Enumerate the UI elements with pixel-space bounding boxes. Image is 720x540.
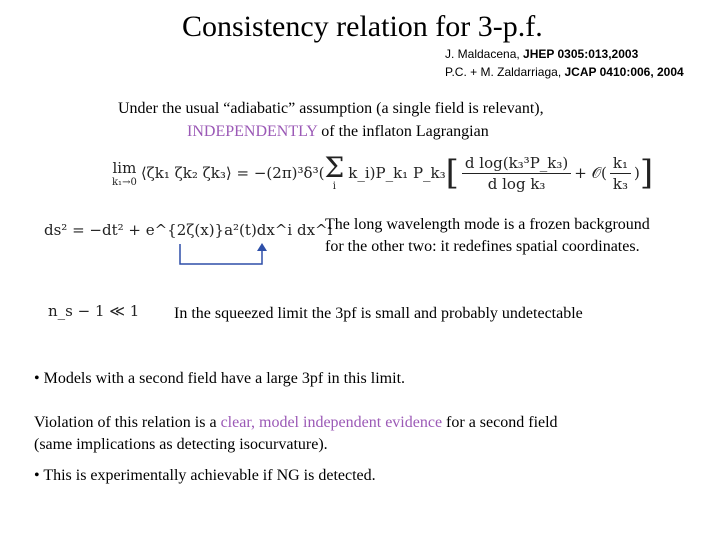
- frozen-note-line-1: The long wavelength mode is a frozen background: [325, 216, 650, 233]
- intro-emphasis: INDEPENDENTLY: [187, 123, 318, 140]
- slide-title: Consistency relation for 3-p.f.: [182, 10, 543, 43]
- order-close: ): [634, 164, 640, 182]
- violation-before: Violation of this relation is a: [34, 414, 221, 431]
- sum-tail: k_i)P_k₁ P_k₃: [348, 164, 446, 182]
- consistency-equation: [112, 148, 653, 198]
- right-bracket: ]: [639, 153, 654, 193]
- order-denominator: k₃: [612, 174, 628, 193]
- frozen-note-line-2: for the other two: it redefines spatial coordinates.: [325, 238, 640, 255]
- order-numerator: k₁: [610, 154, 631, 174]
- reference-authors: J. Maldacena,: [445, 47, 524, 61]
- bullet-second-field: • Models with a second field have a large 3pf in this limit.: [34, 370, 406, 387]
- log-derivative-fraction: [462, 154, 571, 193]
- intro-line-2: [118, 120, 544, 143]
- sum-index: i: [332, 180, 336, 192]
- violation-after: for a second field: [442, 414, 558, 431]
- limit-operator: [112, 159, 137, 188]
- order-term: + 𝒪(: [574, 164, 607, 182]
- bullet-experiment: • This is experimentally achievable if NG is detected.: [34, 467, 376, 484]
- order-fraction: [610, 154, 631, 193]
- tilt-equation: n_s − 1 ≪ 1: [48, 302, 140, 320]
- limit-word: lim: [112, 158, 137, 177]
- intro-text: [118, 97, 544, 143]
- violation-line-1: [34, 412, 558, 434]
- frozen-background-note: [325, 214, 650, 258]
- sum-operator: [324, 150, 345, 192]
- reference-citation: JHEP 0305:013,2003: [523, 47, 639, 61]
- violation-emphasis: clear, model independent evidence: [220, 414, 443, 431]
- squeezed-limit-note: In the squeezed limit the 3pf is small and probably undetectable: [174, 305, 583, 322]
- violation-line-2: (same implications as detecting isocurvature).: [34, 436, 328, 453]
- references: [445, 45, 684, 81]
- reference-creminelli-zaldarriaga: [445, 63, 684, 81]
- arrow-connector: [170, 240, 270, 272]
- correlator-lhs: ⟨ζk₁ ζk₂ ζk₃⟩ = −(2π)³δ³(: [140, 164, 325, 182]
- sum-symbol: Σ: [324, 150, 345, 184]
- log-derivative-denominator: d log k₃: [487, 174, 546, 193]
- reference-citation: JCAP 0410:006, 2004: [564, 65, 684, 79]
- reference-authors: P.C. + M. Zaldarriaga,: [445, 65, 565, 79]
- intro-line-1: Under the usual “adiabatic” assumption (a single field is relevant),: [118, 100, 544, 117]
- log-derivative-numerator: d log(k₃³P_k₃): [462, 154, 571, 174]
- limit-subscript: k₁→0: [112, 176, 137, 188]
- intro-line-2-rest: of the inflaton Lagrangian: [317, 123, 489, 140]
- reference-maldacena: [445, 45, 684, 63]
- violation-paragraph: [34, 412, 558, 456]
- metric-equation: ds² = −dt² + e^{2ζ(x)}a²(t)dx^i dx^i: [44, 221, 333, 239]
- left-bracket: [: [445, 153, 459, 193]
